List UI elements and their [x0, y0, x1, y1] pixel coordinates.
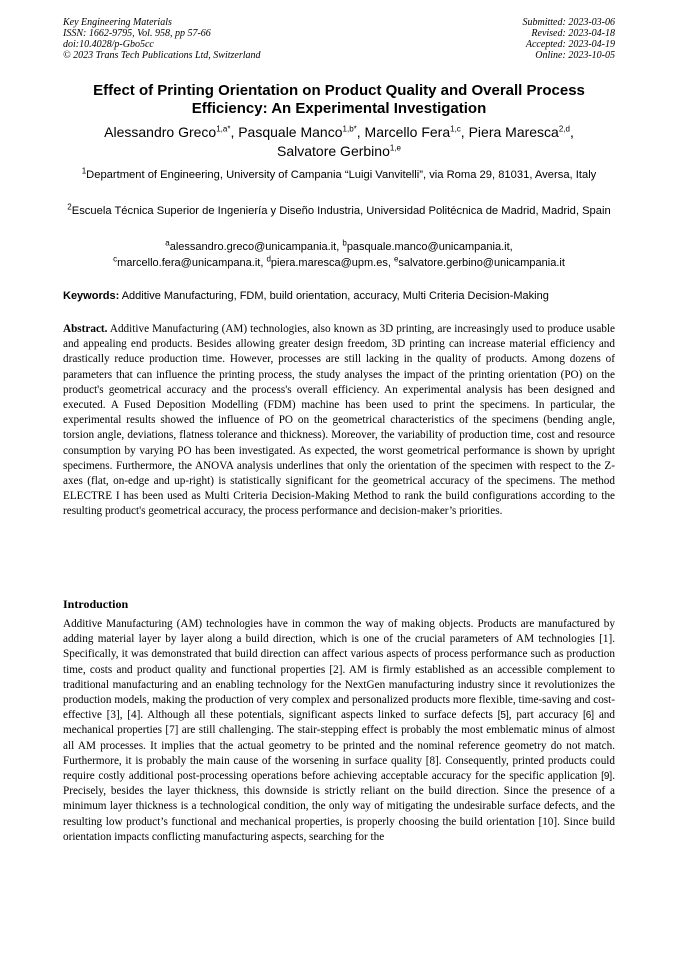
- affiliation-1: [63, 167, 615, 183]
- doi-line: doi:10.4028/p-Gbo5cc: [63, 39, 154, 50]
- affiliation-text: Escuela Técnica Superior de Ingeniería y Diseño Industria, Universidad Politécnica de Madrid, Madrid, Spain: [71, 205, 611, 217]
- citation: [9]: [601, 771, 613, 783]
- email-separator: ,: [387, 256, 394, 269]
- body-text: , part accuracy: [508, 709, 583, 722]
- email-list: [63, 240, 615, 271]
- email-separator: ,: [336, 241, 343, 253]
- introduction-paragraph: [63, 617, 615, 845]
- email-separator: ,: [509, 241, 513, 253]
- author-separator: ,: [460, 124, 469, 140]
- submission-dates: [523, 17, 616, 61]
- journal-name: Key Engineering Materials: [63, 17, 172, 28]
- body-text: . Precisely, besides the layer thickness, this downside is strictly reliant on the build direction. Since the presence of a minimum layer thickness is a technological condition, the only way of mitigating the undesirable surface defects, and the resulting low product’s functional and mechanical properties, is properly choosing the build orientation [10]. Since build orientation impacts conflicting manufacturing aspects, searching for the: [63, 770, 615, 843]
- issn-line: ISSN: 1662-9795, Vol. 958, pp 57-66: [63, 28, 211, 39]
- email-marker: c: [113, 253, 118, 263]
- journal-info: [63, 17, 261, 61]
- author: [469, 124, 574, 140]
- author: [277, 143, 401, 159]
- affiliation-2: [63, 203, 615, 219]
- section-heading-introduction: Introduction: [63, 597, 129, 611]
- accepted-date: Accepted: 2023-04-19: [525, 39, 615, 50]
- email-link[interactable]: alessandro.greco@unicampania.it: [169, 241, 337, 253]
- author-affiliation-marker: 1,b*: [342, 124, 357, 134]
- email-line: [63, 240, 615, 256]
- email-separator: ,: [260, 256, 267, 269]
- online-date: Online: 2023-10-05: [535, 50, 615, 61]
- author-name: Piera Maresca: [468, 124, 559, 140]
- paper-title: Effect of Printing Orientation on Product Quality and Overall Process Efficiency: An Experimental Investigation: [93, 82, 585, 117]
- author: [238, 124, 364, 140]
- abstract-text: Additive Manufacturing (AM) technologies, also known as 3D printing, are increasingly used to produce usable and appealing end products. Besides allowing greater design freedom, 3D printing can increase material efficiency and drastically reduce production time. However, processes are still lacking in the quality of products. Among dozens of parameters that can influence the printing process, the study analyses the impact of the printing orientation (PO) on the product's geometrical accuracy and the process's overall efficiency. An experimental analysis has been designed and executed. A Fused Deposition Modelling (FDM) machine has been used to print the specimens. In particular, the experimental results showed the influence of PO on the geometrical characteristics of the specimens (bending angle, torsion angle, deviations, flatness tolerance and thickness). Moreover, the variability of production time, cost and resource consumption by varying PO has been investigated. As expected, the worst geometrical performance is shown by upright specimens. Furthermore, the ANOVA analysis underlines that only the orientation of the specimen with respect to the Z-axes (flat, on-edge and up-right) is statistically significant for the geometrical accuracy of the specimens. The method ELECTRE I has been used as Multi Criteria Decision-Making Method to rank the build configurations according to the resulting product's geometrical accuracy, the process performance and decision-maker’s priorities.: [63, 323, 615, 518]
- keywords-label: Keywords:: [63, 290, 120, 302]
- email-link[interactable]: piera.maresca@upm.es: [270, 256, 388, 269]
- abstract: [63, 322, 615, 520]
- submitted-date: Submitted: 2023-03-06: [522, 17, 615, 28]
- body-text: Additive Manufacturing (AM) technologies have in common the way of making objects. Products are manufactured by adding material layer by layer along a build direction, which is one of the crucial parameters of AM technologies [1]. Specifically, it was demonstrated that build direction can affect various aspects of process performance such as production time, costs and product quality and functional properties [2]. AM is firmly established as an accessible complement to traditional manufacturing and an enabling technology for the NextGen manufacturing industry since it revolutionizes the production models, making the production of very complex and personalized products more flexible, time-saving and cost-effective [3], [4]. Although all these potentials, significant aspects linked to surface defects: [63, 618, 615, 722]
- author-affiliation-marker: 2,d: [558, 124, 570, 134]
- author-separator: ,: [356, 124, 365, 140]
- author-list: [63, 123, 615, 161]
- email-link[interactable]: pasquale.manco@unicampania.it: [346, 241, 510, 253]
- author: [365, 124, 469, 140]
- author-affiliation-marker: 1,a*: [216, 124, 231, 134]
- author-name: Alessandro Greco: [104, 124, 217, 140]
- email-link[interactable]: marcello.fera@unicampana.it: [117, 256, 261, 269]
- email-marker: b: [342, 238, 347, 248]
- citation: [5]: [497, 710, 509, 722]
- affiliation-text: Department of Engineering, University of Campania “Luigi Vanvitelli”, via Roma 29, 81031, Aversa, Italy: [86, 169, 597, 181]
- author-name: Pasquale Manco: [238, 124, 343, 140]
- citation: [6]: [582, 710, 595, 722]
- author-affiliation-marker: 1,e: [389, 143, 401, 153]
- affiliation-marker: 2: [67, 202, 72, 212]
- author-separator: ,: [230, 124, 239, 140]
- keywords: [63, 289, 623, 303]
- author: [104, 124, 238, 140]
- revised-date: Revised: 2023-04-18: [531, 28, 615, 39]
- email-link[interactable]: salvatore.gerbino@unicampania.it: [398, 256, 565, 269]
- email-marker: a: [165, 238, 170, 248]
- email-marker: d: [266, 253, 271, 263]
- body-text: and mechanical properties [7] are still challenging. The stair-stepping effect is probably the most emblematic minus of almost all AM processes. It implies that the actual geometry to be printed and the nominal reference geometry do not match. Furthermore, it is probably the main cause of the worsening in surface quality [8]. Consequently, printed products could require costly additional post-processing operations before achieving acceptable accuracy for the specific application: [63, 709, 615, 783]
- affiliation-marker: 1: [81, 166, 87, 176]
- author-affiliation-marker: 1,c: [450, 124, 461, 134]
- keywords-text: Additive Manufacturing, FDM, build orientation, accuracy, Multi Criteria Decision-Making: [119, 290, 549, 302]
- copyright-line: © 2023 Trans Tech Publications Ltd, Switzerland: [63, 50, 261, 61]
- email-marker: e: [393, 253, 399, 263]
- author-separator: ,: [569, 124, 574, 140]
- abstract-label: Abstract.: [63, 323, 108, 335]
- email-line: [63, 253, 615, 272]
- author-name: Marcello Fera: [364, 124, 451, 140]
- author-name: Salvatore Gerbino: [277, 143, 390, 159]
